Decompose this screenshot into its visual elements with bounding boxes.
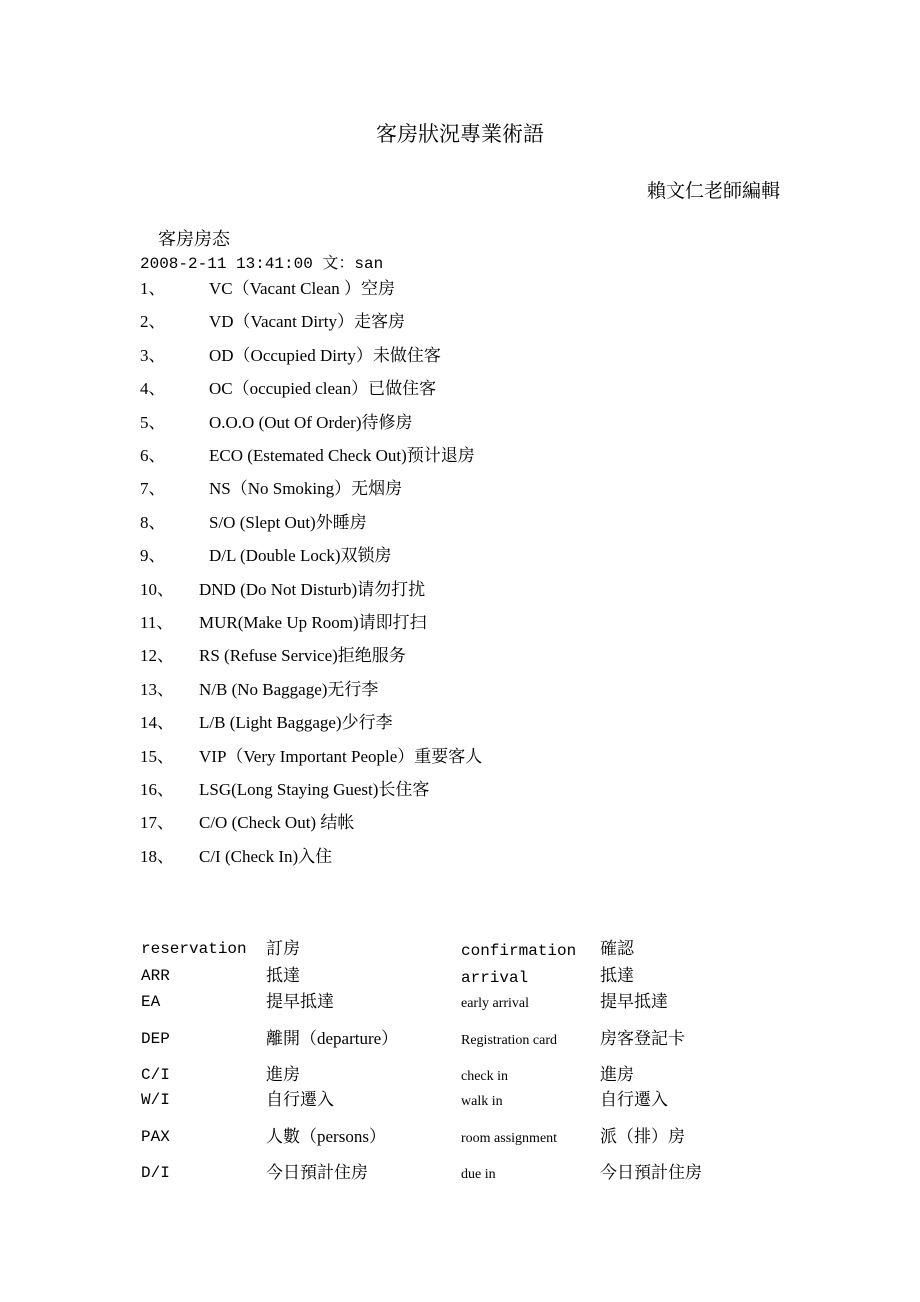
term-text: C/I (Check In)入住 xyxy=(199,846,333,866)
term-number: 11、 xyxy=(140,613,174,632)
term-item xyxy=(140,714,393,731)
term-text: RS (Refuse Service)拒绝服务 xyxy=(199,646,406,666)
term-text: LSG(Long Staying Guest)长住客 xyxy=(199,780,430,799)
term-text: VD（Vacant Dirty）走客房 xyxy=(209,312,405,332)
glossary-en: check in xyxy=(461,1069,509,1084)
term-text: O.O.O (Out Of Order)待修房 xyxy=(209,412,413,432)
term-item xyxy=(140,781,429,798)
term-text: L/B (Light Baggage)少行李 xyxy=(199,713,393,733)
glossary-en: confirmation xyxy=(461,942,577,960)
term-item xyxy=(140,681,378,698)
glossary-zh2: 派（排）房 xyxy=(600,1127,685,1146)
term-number: 15、 xyxy=(140,746,174,766)
term-number: 2、 xyxy=(140,312,166,332)
term-text: ECO (Estemated Check Out)预计退房 xyxy=(209,446,475,465)
glossary-abbr: D/I xyxy=(141,1164,170,1182)
term-item xyxy=(140,614,427,631)
glossary-abbr: C/I xyxy=(141,1066,170,1084)
term-item xyxy=(140,814,354,831)
glossary-en: room assignment xyxy=(461,1131,558,1146)
term-number: 1、 xyxy=(140,279,166,298)
term-number: 14、 xyxy=(140,713,174,733)
term-item xyxy=(140,514,367,531)
term-number: 16、 xyxy=(140,780,174,799)
glossary-abbr: W/I xyxy=(141,1091,170,1109)
term-text: MUR(Make Up Room)请即打扫 xyxy=(199,613,427,632)
term-number: 17、 xyxy=(140,813,174,833)
glossary-abbr: ARR xyxy=(141,967,170,985)
term-item xyxy=(140,748,482,765)
term-item xyxy=(140,280,395,297)
glossary-abbr: reservation xyxy=(141,940,247,958)
term-number: 5、 xyxy=(140,412,166,432)
term-number: 7、 xyxy=(140,479,166,499)
term-item xyxy=(140,581,425,598)
term-text: D/L (Double Lock)双锁房 xyxy=(209,546,392,566)
term-text: NS（No Smoking）无烟房 xyxy=(209,479,403,499)
glossary-zh1: 離開（departure） xyxy=(266,1029,399,1048)
glossary-abbr: DEP xyxy=(141,1030,170,1048)
glossary-zh1: 進房 xyxy=(266,1065,300,1084)
term-number: 10、 xyxy=(140,579,174,599)
post-meta: 2008-2-11 13:41:00 文：san xyxy=(140,255,384,273)
term-text: VC（Vacant Clean ）空房 xyxy=(209,279,396,298)
glossary-zh2: 提早抵達 xyxy=(600,992,668,1011)
term-text: OD（Occupied Dirty）未做住客 xyxy=(209,345,441,365)
glossary-zh1: 自行遷入 xyxy=(266,1090,334,1109)
glossary-zh2: 房客登記卡 xyxy=(600,1029,685,1048)
glossary-zh2: 自行遷入 xyxy=(600,1090,668,1109)
term-number: 12、 xyxy=(140,646,174,666)
term-text: OC（occupied clean）已做住客 xyxy=(209,379,437,399)
term-number: 4、 xyxy=(140,379,166,399)
term-item xyxy=(140,480,402,497)
glossary-zh1: 人數（persons） xyxy=(266,1127,386,1146)
glossary-zh2: 今日預計住房 xyxy=(600,1163,702,1182)
glossary-en: arrival xyxy=(461,969,529,987)
term-number: 9、 xyxy=(140,546,166,566)
term-item xyxy=(140,313,405,330)
glossary-zh1: 提早抵達 xyxy=(266,992,334,1011)
term-item xyxy=(140,848,332,865)
term-number: 8、 xyxy=(140,512,166,532)
term-text: DND (Do Not Disturb)请勿打扰 xyxy=(199,579,426,599)
term-text: C/O (Check Out) 结帐 xyxy=(199,813,355,833)
term-item xyxy=(140,447,475,464)
glossary-zh1: 訂房 xyxy=(266,939,300,958)
glossary-abbr: PAX xyxy=(141,1128,170,1146)
term-item xyxy=(140,414,413,431)
glossary-en: walk in xyxy=(461,1094,503,1109)
term-text: N/B (No Baggage)无行李 xyxy=(199,679,379,699)
glossary-en: early arrival xyxy=(461,996,530,1011)
glossary-en: due in xyxy=(461,1167,496,1182)
glossary-abbr: EA xyxy=(141,993,161,1011)
glossary-zh1: 今日預計住房 xyxy=(266,1163,368,1182)
term-item xyxy=(140,647,406,664)
glossary-zh1: 抵達 xyxy=(266,966,300,985)
term-text: S/O (Slept Out)外睡房 xyxy=(209,512,367,532)
term-number: 13、 xyxy=(140,679,174,699)
section-heading: 客房房态 xyxy=(158,229,230,249)
term-text: VIP（Very Important People）重要客人 xyxy=(199,746,483,766)
glossary-zh2: 抵達 xyxy=(600,966,634,985)
author-line: 賴文仁老師編輯 xyxy=(646,181,780,202)
term-item xyxy=(140,547,392,564)
document-title: 客房狀況專業術語 xyxy=(376,122,544,146)
glossary-zh2: 確認 xyxy=(600,939,634,958)
term-number: 6、 xyxy=(140,446,166,465)
term-item xyxy=(140,347,441,364)
glossary-zh2: 進房 xyxy=(600,1065,634,1084)
glossary-en: Registration card xyxy=(461,1033,558,1048)
term-number: 18、 xyxy=(140,846,174,866)
term-number: 3、 xyxy=(140,345,166,365)
term-item xyxy=(140,380,436,397)
